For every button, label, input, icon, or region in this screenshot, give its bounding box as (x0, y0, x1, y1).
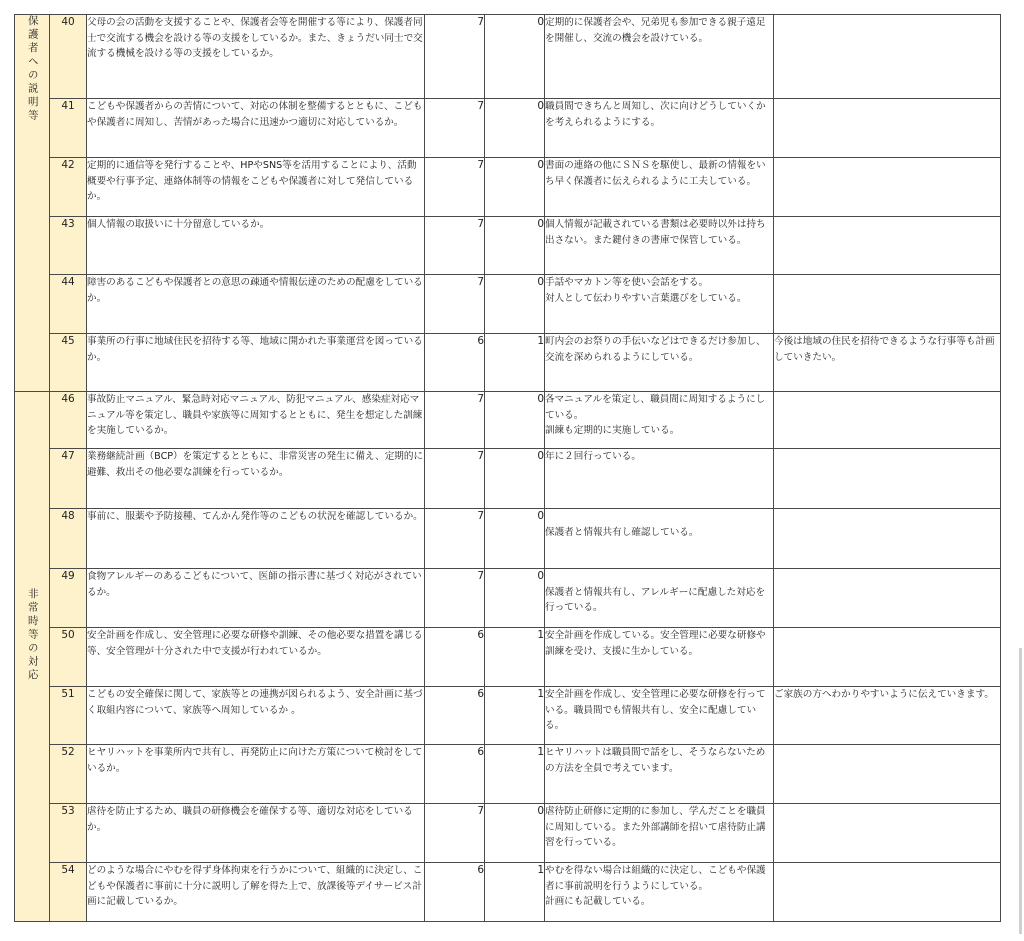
item-text: どのような場合にやむを得ず身体拘束を行うかについて、組織的に決定し、こどもや保護者に事前に十分に説明し了解を得た上で、放課後等デイサービス計画に記載しているか。 (87, 863, 425, 922)
no-count: 0 (485, 275, 545, 334)
table-row (15, 392, 1001, 449)
no-count: 1 (485, 863, 545, 922)
plan-text (774, 15, 1001, 99)
no-count: 0 (485, 569, 545, 628)
category-label: 保護者への説明等 (26, 15, 39, 123)
row-number: 46 (50, 392, 87, 449)
category-cell (15, 15, 50, 392)
row-number: 52 (50, 745, 87, 804)
no-count: 0 (485, 804, 545, 863)
yes-count: 7 (425, 275, 485, 334)
no-count: 1 (485, 334, 545, 392)
item-text: 安全計画を作成し、安全管理に必要な研修や訓練、その他必要な措置を講じる等、安全管理が十分された中で支援が行われているか。 (87, 628, 425, 687)
plan-text (774, 449, 1001, 509)
scroll-edge (1019, 648, 1022, 934)
plan-text (774, 392, 1001, 449)
item-text: 障害のあるこどもや保護者との意思の疎通や情報伝達のための配慮をしているか。 (87, 275, 425, 334)
note-text: 年に２回行っている。 (545, 449, 774, 509)
note-text: 各マニュアルを策定し、職員間に周知するようにしている。 訓練も定期的に実施している。 (545, 392, 774, 449)
plan-text (774, 804, 1001, 863)
table-row (15, 158, 1001, 217)
plan-text (774, 863, 1001, 922)
row-number: 43 (50, 217, 87, 275)
table-row (15, 628, 1001, 687)
plan-text (774, 275, 1001, 334)
table-row (15, 863, 1001, 922)
yes-count: 6 (425, 745, 485, 804)
table-row (15, 334, 1001, 392)
no-count: 0 (485, 449, 545, 509)
item-text: 事業所の行事に地域住民を招待する等、地域に開かれた事業運営を図っているか。 (87, 334, 425, 392)
plan-text (774, 217, 1001, 275)
note-text: 保護者と情報共有し確認している。 (545, 509, 774, 569)
table-row (15, 99, 1001, 158)
item-text: 父母の会の活動を支援することや、保護者会等を開催する等により、保護者同士で交流する機会を設ける等の支援をしているか。また、きょうだい同士で交流する機械を設ける等の支援をしているか。 (87, 15, 425, 99)
plan-text: 今後は地域の住民を招待できるような行事等も計画していきたい。 (774, 334, 1001, 392)
row-number: 40 (50, 15, 87, 99)
table-row (15, 509, 1001, 569)
no-count: 1 (485, 745, 545, 804)
row-number: 49 (50, 569, 87, 628)
no-count: 0 (485, 217, 545, 275)
item-text: 虐待を防止するため、職員の研修機会を確保する等、適切な対応をしているか。 (87, 804, 425, 863)
table-row (15, 745, 1001, 804)
evaluation-table (14, 14, 1001, 922)
no-count: 0 (485, 99, 545, 158)
note-text: 虐待防止研修に定期的に参加し、学んだことを職員に周知している。また外部講師を招いて虐待防止講習を行っている。 (545, 804, 774, 863)
yes-count: 7 (425, 804, 485, 863)
note-text: 手話やマカトン等を使い会話をする。 対人として伝わりやすい言葉選びをしている。 (545, 275, 774, 334)
row-number: 51 (50, 687, 87, 745)
note-text: 安全計画を作成している。安全管理に必要な研修や訓練を受け、支援に生かしている。 (545, 628, 774, 687)
table-row (15, 275, 1001, 334)
no-count: 1 (485, 628, 545, 687)
item-text: 事前に、服薬や予防接種、てんかん発作等のこどもの状況を確認しているか。 (87, 509, 425, 569)
yes-count: 6 (425, 687, 485, 745)
note-text: 定期的に保護者会や、兄弟児も参加できる親子遠足を開催し、交流の機会を設けている。 (545, 15, 774, 99)
plan-text (774, 745, 1001, 804)
yes-count: 7 (425, 449, 485, 509)
yes-count: 7 (425, 99, 485, 158)
item-text: 定期的に通信等を発行することや、HPやSNS等を活用することにより、活動概要や行事予定、連絡体制等の情報をこどもや保護者に対して発信しているか。 (87, 158, 425, 217)
item-text: こどもの安全確保に関して、家族等との連携が図られるよう、安全計画に基づく取組内容について、家族等へ周知しているか 。 (87, 687, 425, 745)
row-number: 50 (50, 628, 87, 687)
plan-text (774, 509, 1001, 569)
row-number: 47 (50, 449, 87, 509)
row-number: 42 (50, 158, 87, 217)
item-text: 事故防止マニュアル、緊急時対応マニュアル、防犯マニュアル、感染症対応マニュアル等を策定し、職員や家族等に周知するとともに、発生を想定した訓練を実施しているか。 (87, 392, 425, 449)
item-text: 個人情報の取扱いに十分留意しているか。 (87, 217, 425, 275)
yes-count: 7 (425, 15, 485, 99)
table-row (15, 217, 1001, 275)
no-count: 0 (485, 392, 545, 449)
row-number: 41 (50, 99, 87, 158)
item-text: 業務継続計画（BCP）を策定するとともに、非常災害の発生に備え、定期的に避難、救出その他必要な訓練を行っているか。 (87, 449, 425, 509)
no-count: 0 (485, 15, 545, 99)
note-text: 町内会のお祭りの手伝いなどはできるだけ参加し、交流を深められるようにしている。 (545, 334, 774, 392)
yes-count: 7 (425, 509, 485, 569)
plan-text: ご家族の方へわかりやすいように伝えていきます。 (774, 687, 1001, 745)
note-text: 安全計画を作成し、安全管理に必要な研修を行っている。職員間でも情報共有し、安全に配慮している。 (545, 687, 774, 745)
plan-text (774, 99, 1001, 158)
yes-count: 7 (425, 569, 485, 628)
plan-text (774, 569, 1001, 628)
note-text: ヒヤリハットは職員間で話をし、そうならないための方法を全員で考えています。 (545, 745, 774, 804)
no-count: 0 (485, 158, 545, 217)
note-text: 保護者と情報共有し、アレルギーに配慮した対応を行っている。 (545, 569, 774, 628)
yes-count: 7 (425, 392, 485, 449)
table-row (15, 569, 1001, 628)
note-text: 書面の連絡の他にＳＮＳを駆使し、最新の情報をいち早く保護者に伝えられるように工夫している。 (545, 158, 774, 217)
row-number: 54 (50, 863, 87, 922)
row-number: 53 (50, 804, 87, 863)
table-row (15, 15, 1001, 99)
no-count: 1 (485, 687, 545, 745)
note-text: 個人情報が記載されている書類は必要時以外は持ち出さない。また鍵付きの書庫で保管している。 (545, 217, 774, 275)
yes-count: 7 (425, 217, 485, 275)
row-number: 48 (50, 509, 87, 569)
yes-count: 6 (425, 863, 485, 922)
category-label: 非常時等の対応 (26, 588, 39, 683)
item-text: 食物アレルギーのあるこどもについて、医師の指示書に基づく対応がされているか。 (87, 569, 425, 628)
yes-count: 6 (425, 628, 485, 687)
plan-text (774, 628, 1001, 687)
table-row (15, 687, 1001, 745)
plan-text (774, 158, 1001, 217)
row-number: 45 (50, 334, 87, 392)
note-text: やむを得ない場合は組織的に決定し、こどもや保護者に事前説明を行うようにしている。 計画にも記載している。 (545, 863, 774, 922)
table-row (15, 449, 1001, 509)
item-text: こどもや保護者からの苦情について、対応の体制を整備するとともに、こどもや保護者に周知し、苦情があった場合に迅速かつ適切に対応しているか。 (87, 99, 425, 158)
yes-count: 6 (425, 334, 485, 392)
table-row (15, 804, 1001, 863)
no-count: 0 (485, 509, 545, 569)
note-text: 職員間できちんと周知し、次に向けどうしていくかを考えられるようにする。 (545, 99, 774, 158)
category-cell (15, 392, 50, 922)
yes-count: 7 (425, 158, 485, 217)
item-text: ヒヤリハットを事業所内で共有し、再発防止に向けた方策について検討をしているか。 (87, 745, 425, 804)
row-number: 44 (50, 275, 87, 334)
